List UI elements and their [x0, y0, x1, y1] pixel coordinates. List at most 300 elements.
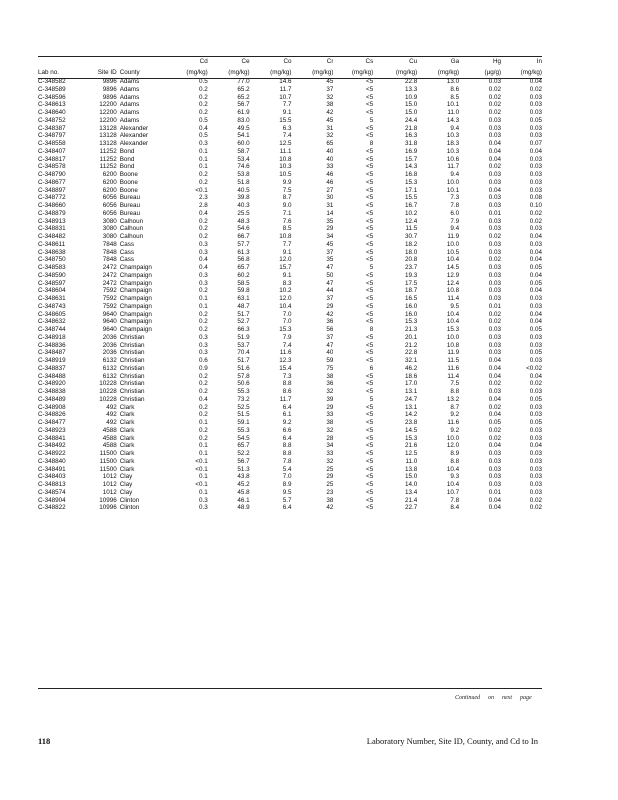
cell-lab-no: C-348840	[38, 457, 66, 465]
header-blank	[38, 57, 89, 68]
cell-in: 0.03	[529, 426, 542, 434]
cell-cr: 45	[326, 116, 334, 124]
cell-cu: 13.4	[404, 488, 418, 496]
cell-county: Clark	[119, 434, 135, 442]
cell-in: 0.05	[529, 349, 542, 357]
cell-cs: 5	[369, 264, 374, 271]
cell-county: Clay	[119, 473, 133, 481]
cell-cd: 0.1	[198, 163, 208, 171]
cell-ce: 51.5	[237, 411, 250, 419]
cell-county: Champaign	[119, 264, 152, 271]
cell-cr: 56	[326, 326, 334, 333]
cell-cu: 14.3	[404, 163, 418, 171]
cell-lab-no: C-348838	[38, 388, 66, 395]
cell-ga: 11.9	[447, 233, 460, 240]
cell-ce: 54.1	[237, 132, 250, 140]
cell-cr: 29	[326, 225, 334, 233]
cell-hg: 0.03	[488, 465, 502, 473]
cell-ga: 7.3	[450, 194, 460, 202]
header-blank	[120, 57, 170, 68]
cell-ga: 11.5	[447, 357, 460, 364]
cell-ce: 46.1	[237, 496, 250, 504]
cell-cr: 37	[326, 85, 334, 93]
cell-cr: 23	[326, 488, 334, 496]
cell-cu: 11.5	[405, 225, 418, 233]
cell-cr: 31	[326, 202, 334, 209]
cell-cd: 0.1	[198, 488, 208, 496]
cell-cs: <5	[366, 171, 374, 178]
cell-co: 12.0	[279, 295, 292, 302]
cell-ce: 63.1	[237, 295, 250, 302]
cell-ga: 12.9	[446, 271, 460, 279]
cell-hg: 0.04	[488, 395, 502, 403]
header-site-id: Site ID	[97, 68, 117, 76]
cell-cu: 12.5	[404, 450, 418, 457]
cell-cd: 0.3	[198, 248, 208, 256]
cell-ce: 77.0	[237, 78, 250, 85]
cell-ga: 9.3	[450, 473, 460, 481]
cell-ga: 12.0	[446, 442, 460, 450]
cell-lab-no: C-348817	[38, 155, 66, 163]
cell-ga: 11.6	[447, 364, 460, 372]
cell-cd: <0.1	[195, 481, 208, 488]
cell-in: 0.10	[529, 202, 542, 209]
cell-ga: 8.4	[450, 504, 460, 512]
cell-site-id: 3080	[102, 233, 117, 240]
cell-lab-no: C-348492	[38, 442, 66, 450]
cell-cu: 16.0	[404, 302, 418, 310]
table-row	[38, 442, 542, 450]
cell-county: Adams	[119, 109, 140, 116]
cell-site-id: 11500	[99, 457, 117, 465]
cell-ce: 48.9	[237, 504, 250, 512]
cell-cs: <5	[366, 225, 374, 233]
table-row	[38, 481, 542, 489]
header-element-ce: Ce	[241, 58, 250, 65]
cell-ce: 61.9	[237, 109, 250, 116]
cell-lab-no: C-348918	[38, 333, 66, 341]
cell-ce: 58.5	[237, 279, 250, 287]
cell-hg: 0.04	[488, 372, 502, 380]
cell-in: 0.03	[529, 124, 542, 132]
cell-in: 0.03	[529, 473, 542, 481]
cell-cu: 10.9	[404, 93, 418, 101]
cell-lab-no: C-348489	[38, 395, 66, 403]
cell-ce: 52.7	[237, 318, 250, 326]
cell-ce: 43.8	[237, 473, 250, 481]
table-row	[38, 140, 542, 148]
cell-lab-no: C-348387	[38, 124, 66, 132]
cell-lab-no: C-348841	[38, 434, 66, 442]
cell-co: 15.7	[279, 264, 292, 271]
cell-in: 0.05	[529, 395, 542, 403]
cell-cs: <5	[366, 202, 374, 209]
cell-site-id: 1012	[102, 488, 117, 496]
cell-lab-no: C-348589	[38, 85, 66, 93]
continued-word: next	[502, 695, 512, 701]
cell-ga: 10.6	[446, 155, 460, 163]
table-row	[38, 132, 542, 140]
cell-cd: 0.1	[198, 147, 208, 155]
cell-cu: 32.1	[404, 357, 418, 364]
cell-ce: 65.7	[237, 264, 250, 271]
cell-co: 7.3	[282, 372, 292, 380]
cell-county: Champaign	[119, 302, 152, 310]
cell-in: 0.04	[529, 372, 542, 380]
cell-cs: <5	[366, 318, 374, 326]
cell-ga: 10.7	[446, 488, 460, 496]
cell-cd: 0.2	[198, 171, 208, 178]
cell-co: 7.4	[282, 132, 292, 140]
cell-site-id: 7592	[102, 295, 117, 302]
header-element-cr: Cr	[326, 58, 334, 65]
cell-cd: 2.3	[198, 194, 208, 202]
table-row	[38, 380, 542, 388]
cell-hg: 0.03	[488, 295, 502, 302]
cell-cs: <5	[366, 496, 374, 504]
cell-site-id: 4588	[102, 442, 117, 450]
cell-county: Clark	[119, 442, 135, 450]
cell-site-id: 492	[106, 411, 117, 419]
cell-ga: 9.5	[450, 302, 460, 310]
table-bottom-rule	[38, 688, 542, 689]
cell-site-id: 6200	[102, 171, 117, 178]
cell-ga: 10.3	[446, 147, 460, 155]
cell-ce: 51.3	[237, 465, 250, 473]
cell-hg: 0.02	[488, 109, 502, 116]
cell-cd: 0.3	[198, 279, 208, 287]
cell-cs: <5	[366, 155, 374, 163]
cell-cs: <5	[366, 481, 374, 488]
cell-cs: <5	[366, 163, 374, 171]
cell-hg: 0.02	[488, 85, 502, 93]
cell-co: 6.4	[282, 434, 292, 442]
cell-county: Boone	[119, 186, 138, 194]
table-row	[38, 287, 542, 295]
header-county: County	[119, 68, 140, 76]
cell-cu: 18.6	[404, 372, 418, 380]
cell-ce: 56.8	[237, 256, 250, 264]
cell-co: 7.9	[282, 333, 292, 341]
cell-cd: 0.4	[198, 264, 208, 271]
cell-hg: 0.03	[488, 388, 502, 395]
cell-cs: <5	[366, 450, 374, 457]
cell-cs: 5	[369, 395, 374, 403]
header-unit-in: (mg/kg)	[520, 68, 542, 76]
cell-cu: 22.7	[404, 504, 418, 512]
cell-cd: 0.3	[198, 341, 208, 349]
cell-cu: 17.5	[404, 279, 418, 287]
cell-cd: 0.2	[198, 109, 208, 116]
cell-site-id: 1012	[102, 481, 117, 488]
cell-cr: 35	[326, 256, 334, 264]
cell-lab-no: C-348923	[38, 426, 66, 434]
cell-cs: <5	[366, 248, 374, 256]
cell-ce: 51.7	[237, 310, 250, 318]
cell-ga: 10.0	[446, 333, 460, 341]
table-row	[38, 365, 542, 373]
table-row	[38, 148, 542, 156]
table-row	[38, 411, 542, 419]
cell-cd: 0.5	[198, 132, 208, 140]
cell-co: 8.7	[282, 194, 292, 202]
table-row	[38, 272, 542, 280]
cell-in: 0.03	[529, 171, 542, 178]
cell-cd: 2.8	[198, 202, 208, 209]
cell-ga: 9.4	[450, 124, 460, 132]
cell-cd: 0.2	[198, 233, 208, 240]
table-row	[38, 489, 542, 497]
cell-ga: 13.0	[446, 78, 460, 85]
table-row	[38, 342, 542, 350]
cell-site-id: 6056	[102, 202, 117, 209]
cell-county: Bond	[119, 163, 135, 171]
cell-cu: 16.3	[404, 132, 418, 140]
cell-cs: <5	[366, 78, 374, 85]
cell-in: 0.04	[529, 287, 542, 295]
table-row	[38, 357, 542, 365]
cell-site-id: 492	[106, 419, 117, 426]
cell-co: 9.1	[282, 248, 292, 256]
cell-hg: 0.01	[488, 488, 502, 496]
cell-cr: 40	[326, 349, 334, 357]
cell-cr: 31	[326, 124, 334, 132]
cell-ce: 51.7	[237, 357, 250, 364]
cell-lab-no: C-348836	[38, 341, 66, 349]
cell-cu: 15.5	[404, 194, 418, 202]
cell-ce: 55.3	[237, 426, 250, 434]
cell-lab-no: C-348407	[38, 147, 66, 155]
cell-cr: 37	[326, 333, 334, 341]
header-element-cs: Cs	[365, 58, 374, 65]
cell-cd: 0.2	[198, 178, 208, 186]
cell-cr: 32	[326, 388, 334, 395]
cell-co: 8.6	[282, 388, 292, 395]
cell-site-id: 10228	[99, 395, 117, 403]
cell-co: 8.3	[282, 279, 292, 287]
cell-cs: <5	[366, 357, 374, 364]
cell-cr: 42	[326, 109, 334, 116]
cell-in: 0.03	[529, 341, 542, 349]
cell-county: Christian	[119, 333, 145, 341]
cell-ce: 56.7	[237, 101, 250, 109]
cell-cu: 15.3	[404, 434, 418, 442]
cell-cu: 21.2	[404, 341, 418, 349]
cell-cd: 0.4	[198, 395, 208, 403]
cell-co: 9.1	[282, 271, 292, 279]
cell-cs: <5	[366, 504, 374, 512]
cell-cr: 65	[326, 140, 334, 147]
cell-hg: 0.04	[488, 140, 502, 147]
cell-cu: 20.8	[404, 256, 418, 264]
header-unit-cr: (mg/kg)	[312, 68, 334, 76]
cell-co: 7.7	[282, 240, 292, 248]
cell-ce: 54.6	[237, 225, 250, 233]
cell-county: Bond	[119, 147, 135, 155]
cell-co: 9.9	[282, 178, 292, 186]
cell-hg: 0.04	[488, 496, 502, 504]
cell-cd: 0.3	[198, 333, 208, 341]
cell-county: Clinton	[119, 496, 140, 504]
cell-hg: 0.03	[488, 178, 502, 186]
cell-site-id: 6056	[102, 194, 117, 202]
cell-county: Adams	[119, 116, 140, 124]
cell-cu: 13.3	[404, 85, 418, 93]
cell-site-id: 10996	[99, 504, 117, 512]
cell-co: 11.7	[279, 395, 292, 403]
cell-county: Champaign	[119, 310, 152, 318]
cell-cd: <0.1	[195, 186, 208, 194]
cell-hg: 0.04	[488, 504, 502, 512]
cell-site-id: 11500	[99, 465, 117, 473]
cell-cr: 42	[326, 504, 334, 512]
cell-county: Christian	[119, 349, 145, 357]
cell-site-id: 12200	[99, 116, 117, 124]
cell-county: Adams	[119, 101, 140, 109]
table-row	[38, 473, 542, 481]
cell-in: 0.04	[529, 318, 542, 326]
cell-county: Alexander	[119, 132, 149, 140]
cell-in: 0.03	[529, 302, 542, 310]
cell-in: 0.03	[529, 109, 542, 116]
cell-site-id: 2472	[102, 264, 117, 271]
cell-cu: 13.8	[404, 465, 418, 473]
cell-hg: 0.03	[488, 132, 502, 140]
cell-ga: 8.6	[450, 85, 460, 93]
cell-lab-no: C-348487	[38, 349, 66, 357]
cell-lab-no: C-348583	[38, 264, 66, 271]
cell-lab-no: C-348604	[38, 287, 66, 295]
cell-in: 0.05	[529, 326, 542, 333]
cell-ga: 10.4	[446, 465, 460, 473]
cell-site-id: 7592	[102, 287, 117, 295]
cell-cu: 10.2	[404, 209, 418, 217]
cell-cs: <5	[366, 411, 374, 419]
cell-lab-no: C-348611	[38, 240, 66, 248]
cell-in: 0.08	[529, 194, 542, 202]
cell-county: Cass	[119, 240, 135, 248]
cell-lab-no: C-348558	[38, 140, 66, 147]
header-element-co: Co	[283, 58, 292, 65]
cell-ga: 14.3	[446, 116, 460, 124]
cell-cr: 46	[326, 171, 334, 178]
cell-county: Calhoun	[119, 233, 144, 240]
cell-hg: 0.03	[488, 326, 502, 333]
cell-cu: 24.4	[404, 116, 418, 124]
header-unit-ga: (mg/kg)	[437, 68, 460, 76]
cell-ga: 6.0	[450, 209, 460, 217]
cell-cs: <5	[366, 132, 374, 140]
cell-cr: 38	[326, 419, 334, 426]
cell-cr: 27	[326, 186, 334, 194]
cell-in: 0.02	[529, 217, 542, 225]
cell-co: 14.6	[279, 78, 292, 85]
cell-cd: <0.1	[195, 465, 208, 473]
cell-in: 0.04	[529, 78, 542, 85]
cell-cu: 16.5	[404, 295, 418, 302]
cell-county: Christian	[119, 364, 145, 372]
cell-cd: 0.2	[198, 434, 208, 442]
cell-hg: 0.02	[488, 256, 502, 264]
cell-cs: 6	[369, 364, 374, 372]
cell-ce: 66.3	[237, 326, 250, 333]
cell-cd: 0.9	[198, 364, 208, 372]
cell-cd: 0.1	[198, 302, 208, 310]
cell-co: 15.3	[279, 326, 292, 333]
cell-co: 15.5	[279, 116, 292, 124]
cell-cr: 45	[326, 78, 334, 85]
cell-hg: 0.02	[488, 380, 502, 388]
cell-ce: 51.9	[237, 333, 250, 341]
cell-cd: 0.1	[198, 295, 208, 302]
cell-site-id: 2472	[102, 279, 117, 287]
cell-ce: 53.8	[237, 171, 250, 178]
cell-ga: 10.5	[446, 248, 460, 256]
cell-hg: 0.04	[488, 364, 502, 372]
cell-co: 10.8	[279, 233, 292, 240]
cell-cs: <5	[366, 124, 374, 132]
cell-cs: <5	[366, 194, 374, 202]
table-row	[38, 218, 542, 226]
cell-hg: 0.02	[488, 101, 502, 109]
cell-county: Champaign	[119, 279, 152, 287]
header-unit-cs: (mg/kg)	[351, 68, 374, 76]
cell-site-id: 3080	[102, 217, 117, 225]
cell-site-id: 7848	[102, 256, 117, 264]
cell-co: 8.8	[282, 450, 292, 457]
cell-cs: <5	[366, 295, 374, 302]
cell-in: <0.02	[526, 364, 542, 372]
cell-cd: 0.3	[198, 349, 208, 357]
cell-ga: 11.0	[447, 109, 460, 116]
cell-ce: 48.3	[237, 217, 250, 225]
cell-cd: 0.2	[198, 411, 208, 419]
cell-in: 0.05	[529, 279, 542, 287]
cell-ce: 59.8	[237, 287, 250, 295]
cell-in: 0.03	[529, 481, 542, 488]
table-row	[38, 202, 542, 210]
cell-lab-no: C-348772	[38, 194, 66, 202]
cell-lab-no: C-348632	[38, 318, 66, 326]
cell-lab-no: C-348904	[38, 496, 66, 504]
cell-lab-no: C-348752	[38, 116, 66, 124]
cell-site-id: 12200	[99, 101, 117, 109]
cell-cr: 38	[326, 496, 334, 504]
cell-in: 0.05	[529, 264, 542, 271]
header-unit-cu: (mg/kg)	[395, 68, 418, 76]
cell-in: 0.03	[529, 155, 542, 163]
cell-cs: <5	[366, 271, 374, 279]
cell-ga: 10.1	[446, 186, 460, 194]
cell-ce: 74.6	[237, 163, 250, 171]
cell-site-id: 13128	[99, 124, 117, 132]
cell-cs: <5	[366, 403, 374, 411]
cell-site-id: 10996	[99, 496, 117, 504]
cell-ce: 48.7	[237, 302, 250, 310]
cell-hg: 0.03	[488, 217, 502, 225]
header-unit-co: (mg/kg)	[270, 68, 292, 76]
header-element-ga: Ga	[450, 58, 460, 65]
cell-cr: 33	[326, 450, 334, 457]
cell-site-id: 11252	[99, 147, 117, 155]
cell-county: Champaign	[119, 287, 152, 295]
cell-cs: <5	[366, 434, 374, 442]
cell-site-id: 2036	[102, 349, 117, 357]
cell-ce: 51.8	[237, 178, 250, 186]
cell-cs: <5	[366, 310, 374, 318]
continued-word: page	[520, 695, 532, 701]
cell-lab-no: C-348922	[38, 450, 66, 457]
